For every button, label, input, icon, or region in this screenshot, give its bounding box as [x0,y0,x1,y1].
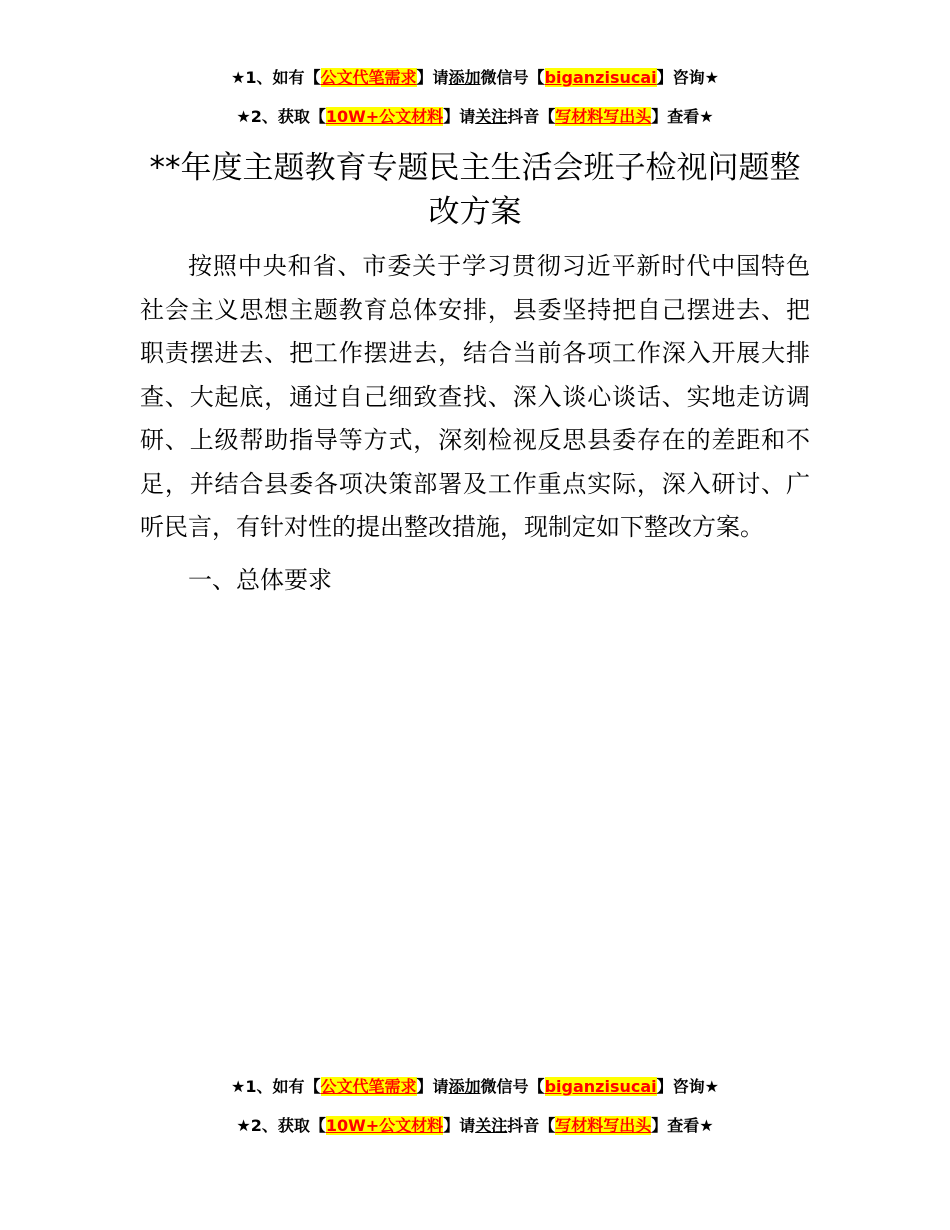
banner-text: 微信号【 [480,68,545,87]
highlight-materials[interactable]: 10W+公文材料 [325,1116,444,1135]
star-icon: ★ [231,1077,246,1096]
banner-text: 】咨询 [656,68,705,87]
highlight-wechat-id[interactable]: biganzisucai [544,1077,657,1096]
highlight-douyin-id[interactable]: 写材料写出头 [555,107,652,126]
highlight-wechat-id[interactable]: biganzisucai [544,68,657,87]
banner-text: 1、如有【 [245,68,321,87]
banner-text: 2、获取【 [250,107,326,126]
highlight-materials[interactable]: 10W+公文材料 [325,107,444,126]
highlight-douyin-id[interactable]: 写材料写出头 [555,1116,652,1135]
intro-paragraph: 按照中央和省、市委关于学习贯彻习近平新时代中国特色社会主义思想主题教育总体安排，县委坚持把自己摆进去、把职责摆进去、把工作摆进去，结合当前各项工作深入开展大排查、大起底，通过自己细致查找、深入谈心谈话、实地走访调研、上级帮助指导等方式，深刻检视反思县委存在的差距和不足，并结合县委各项决策部署及工作重点实际，深入研讨、广听民言，有针对性的提出整改措施，现制定如下整改方案。 [140,252,810,541]
banner-text: 】咨询 [656,1077,705,1096]
highlight-service[interactable]: 公文代笔需求 [320,1077,417,1096]
top-banner-line-1 [0,67,950,89]
banner-text: 抖音【 [507,107,556,126]
banner-text: 】请 [416,1077,449,1096]
banner-text: 】查看 [651,107,700,126]
star-icon: ★ [704,1077,719,1096]
banner-emphasis: 关注 [475,107,508,126]
star-icon: ★ [231,68,246,87]
star-icon: ★ [236,107,251,126]
bottom-banner-line-2 [0,1115,950,1137]
bottom-banner-line-1 [0,1076,950,1098]
banner-emphasis: 关注 [475,1116,508,1135]
banner-emphasis: 添加 [448,68,481,87]
section-heading: 一、总体要求 [188,566,332,594]
top-banner-line-2 [0,106,950,128]
banner-text: 1、如有【 [245,1077,321,1096]
star-icon: ★ [704,68,719,87]
banner-emphasis: 添加 [448,1077,481,1096]
banner-text: 】请 [416,68,449,87]
banner-text: 】查看 [651,1116,700,1135]
star-icon: ★ [699,107,714,126]
banner-text: 2、获取【 [250,1116,326,1135]
star-icon: ★ [699,1116,714,1135]
document-title: **年度主题教育专题民主生活会班子检视问题整改方案 [149,150,801,230]
banner-text: 抖音【 [507,1116,556,1135]
banner-text: 】请 [443,1116,476,1135]
banner-text: 微信号【 [480,1077,545,1096]
star-icon: ★ [236,1116,251,1135]
banner-text: 】请 [443,107,476,126]
highlight-service[interactable]: 公文代笔需求 [320,68,417,87]
